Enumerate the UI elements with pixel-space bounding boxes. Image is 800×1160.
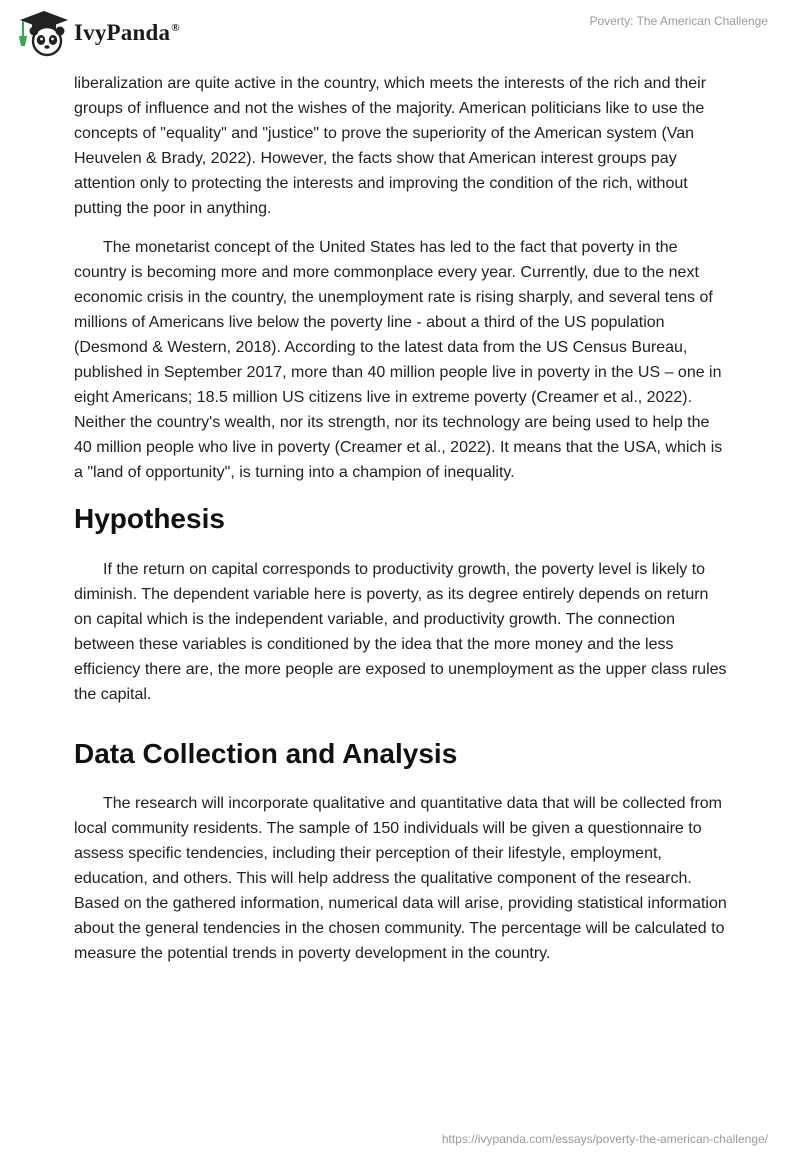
- heading-hypothesis: Hypothesis: [74, 503, 225, 534]
- page-header: [0, 0, 800, 70]
- running-title: Poverty: The American Challenge: [589, 14, 768, 28]
- paragraph-2: The monetarist concept of the United States has led to the fact that poverty in the country is becoming more and more commonplace every year. Currently, due to the next economic crisis in the country, the unemployment rate is rising sharply, and several tens of millions of Americans live below the poverty line - about a third of the US population (Desmond & Western, 2018). According to the latest data from the US Census Bureau, published in September 2017, more than 40 million people live in poverty in the US – one in eight Americans; 18.5 million US citizens live in extreme poverty (Creamer et al., 2022). Neither the country's wealth, nor its strength, nor its technology are being used to help the 40 million people who live in poverty (Creamer et al., 2022). It means that the USA, which is a "land of opportunity", is turning into a champion of inequality.: [74, 239, 723, 481]
- paragraph-1: liberalization are quite active in the country, which meets the interests of the rich and their groups of influence and not the wishes of the majority. American politicians like to use the concepts of "equality" and "justice" to prove the superiority of the American system (Van Heuvelen & Brady, 2022). However, the facts show that American interest groups pay attention only to protecting the interests and improving the condition of the rich, without putting the poor in anything.: [74, 75, 707, 217]
- brand-name: IvyPanda®: [74, 20, 180, 45]
- site-logo[interactable]: [14, 8, 180, 58]
- registered-mark: ®: [171, 22, 180, 35]
- paragraph-3: If the return on capital corresponds to productivity growth, the poverty level is likely to diminish. The dependent variable here is poverty, as its degree entirely depends on return on capital which is the independent variable, and productivity growth. The connection between these variables is conditioned by the idea that the more money and the less efficiency there are, the more people are exposed to unemployment as the upper class rules the capital.: [74, 561, 727, 703]
- panda-graduate-logo-icon: [14, 8, 70, 58]
- paragraph-4: The research will incorporate qualitative and quantitative data that will be collected from local community residents. The sample of 150 individuals will be given a questionnaire to assess specific tendencies, including their perception of their lifestyle, employment, education, and others. This will help address the qualitative component of the research. Based on the gathered information, numerical data will arise, providing statistical information about the general tendencies in the chosen community. The percentage will be calculated to measure the potential trends in poverty development in the country.: [74, 795, 727, 962]
- source-url[interactable]: https://ivypanda.com/essays/poverty-the-american-challenge/: [441, 1132, 768, 1146]
- essay-content: [74, 70, 730, 966]
- heading-data-collection: Data Collection and Analysis: [74, 738, 458, 769]
